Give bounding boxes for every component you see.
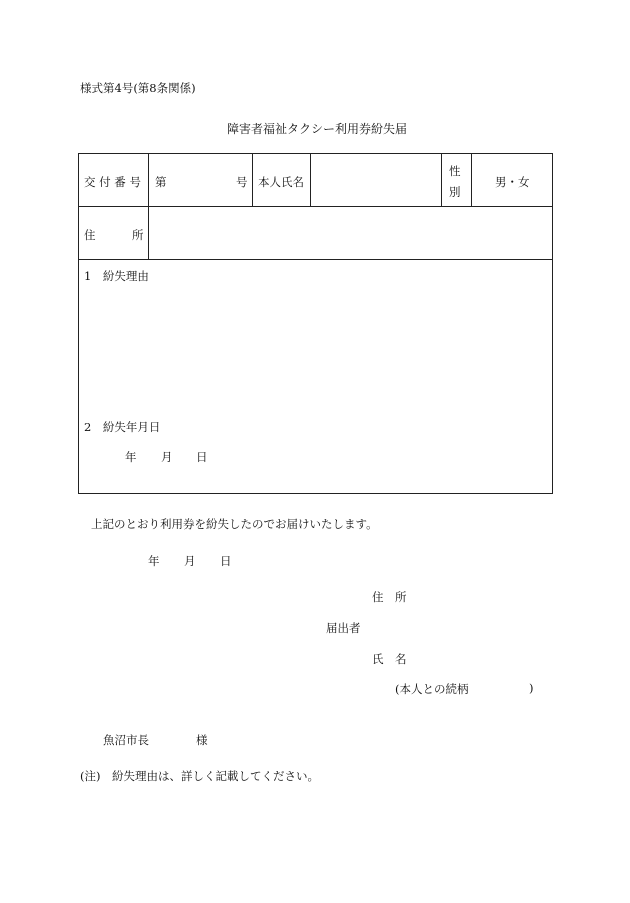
sex-label-2: 別 [449,185,461,199]
issue-number-gou: 号 [236,175,248,189]
loss-reason-field[interactable] [84,288,546,408]
issue-number-dai: 第 [155,175,167,189]
addressee-honorific: 様 [196,733,208,747]
submit-date-month: 月 [184,554,196,568]
relation-open: (本人との続柄 [395,682,469,696]
loss-date-month: 月 [161,450,173,464]
relation-close: ) [529,681,534,695]
loss-date-label: 2 紛失年月日 [84,420,161,434]
loss-date-day: 日 [196,450,208,464]
addressee-name: 魚沼市長 [103,733,149,747]
loss-reason-label: 1 紛失理由 [84,269,149,283]
loss-date-year: 年 [125,450,137,464]
applicant-name-label: 氏 名 [372,652,407,666]
submit-date-year: 年 [148,554,160,568]
document-title: 障害者福祉タクシー利用券紛失届 [227,122,408,136]
address-label-1: 住 [84,228,96,242]
address-label-2: 所 [132,228,144,242]
submit-date-day: 日 [220,554,232,568]
sex-options[interactable]: 男・女 [495,175,530,189]
name-field[interactable] [312,156,439,204]
name-label: 本人氏名 [258,175,304,189]
applicant-address-label: 住 所 [372,590,407,604]
note-text: (注) 紛失理由は、詳しく記載してください。 [80,769,319,783]
issue-number-field[interactable] [168,160,232,200]
issue-number-label: 交 付 番 号 [84,175,141,189]
address-field[interactable] [152,210,548,256]
form-number: 様式第4号(第8条関係) [80,81,196,95]
submitter-label: 届出者 [326,621,361,635]
statement-text: 上記のとおり利用券を紛失したのでお届けいたします。 [91,517,378,531]
sex-label-1: 性 [449,164,461,178]
